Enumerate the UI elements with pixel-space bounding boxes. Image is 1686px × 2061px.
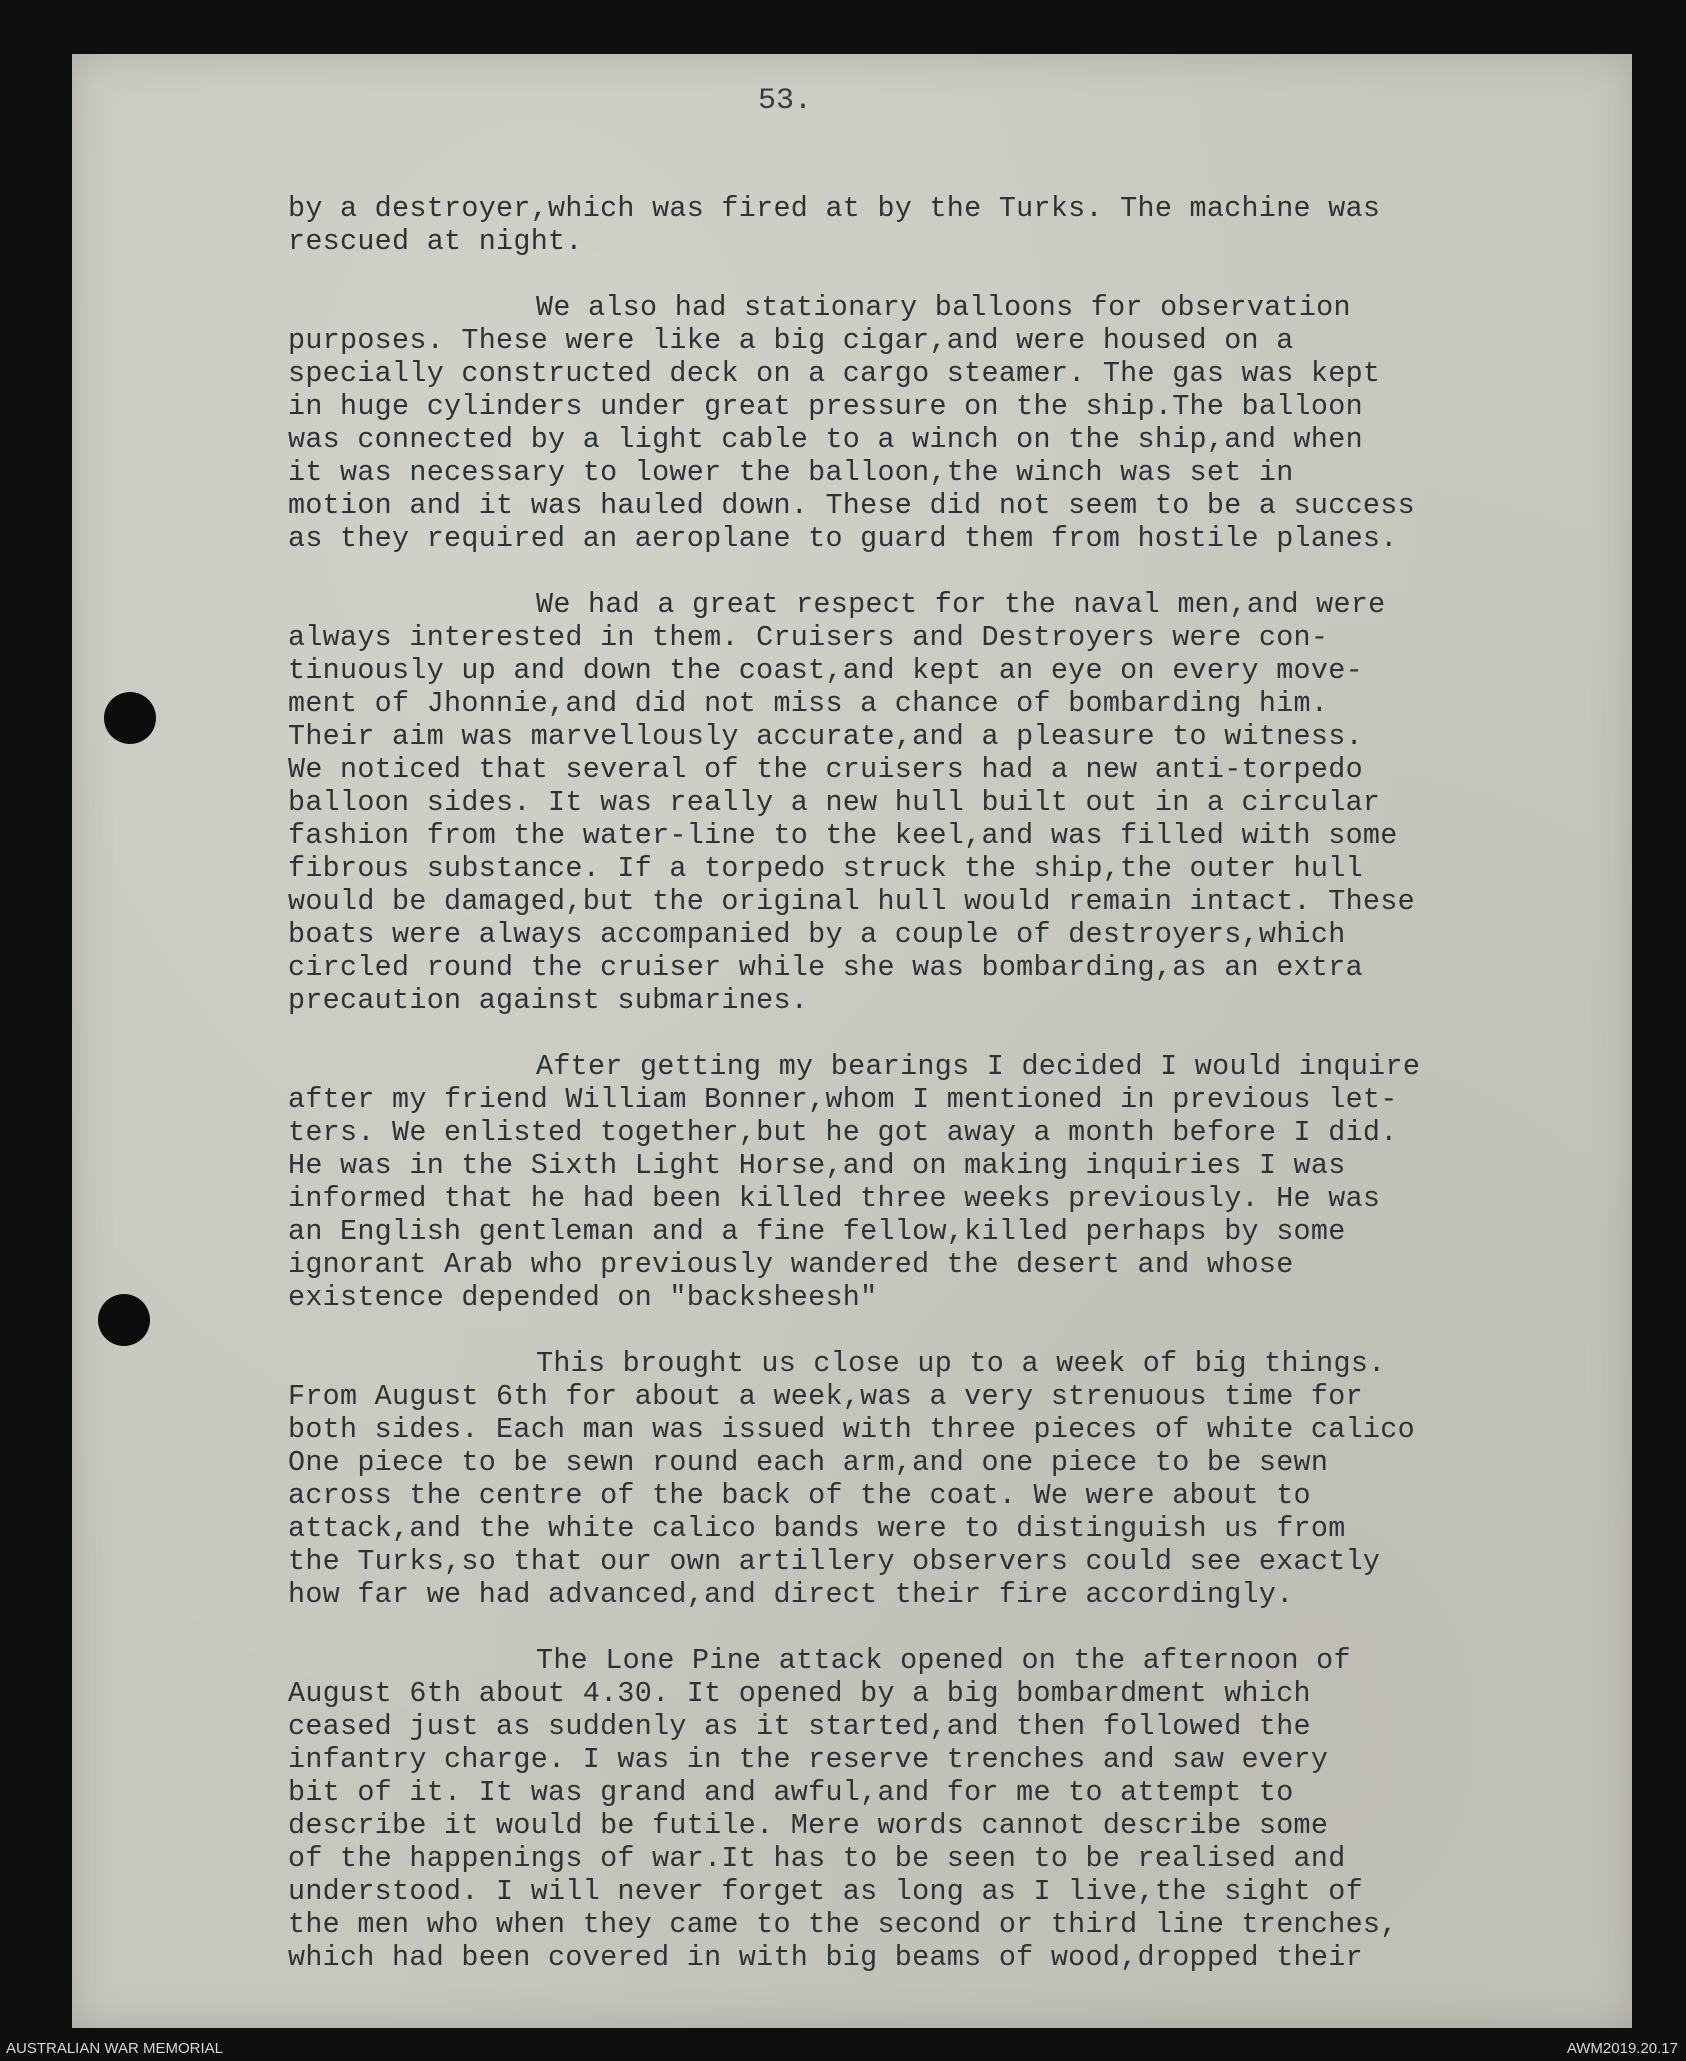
text-line: as they required an aeroplane to guard them from hostile planes. <box>288 522 1398 555</box>
text-line: After getting my bearings I decided I would inquire <box>536 1050 1421 1083</box>
text-line: always interested in them. Cruisers and Destroyers were con- <box>288 621 1329 654</box>
text-line: We noticed that several of the cruisers had a new anti-torpedo <box>288 753 1363 786</box>
text-line: ment of Jhonnie,and did not miss a chance of bombarding him. <box>288 687 1329 720</box>
text-line: This brought us close up to a week of big things. <box>536 1347 1386 1380</box>
text-line: The Lone Pine attack opened on the afternoon of <box>536 1644 1351 1677</box>
text-line: One piece to be sewn round each arm,and one piece to be sewn <box>288 1446 1329 1479</box>
text-line: attack,and the white calico bands were to distinguish us from <box>288 1512 1346 1545</box>
paragraph <box>288 192 1628 258</box>
text-line: specially constructed deck on a cargo steamer. The gas was kept <box>288 357 1381 390</box>
text-line: in huge cylinders under great pressure on the ship.The balloon <box>288 390 1363 423</box>
archive-footer <box>0 2038 1686 2061</box>
text-line: rescued at night. <box>288 225 583 258</box>
page-number: 53. <box>758 84 813 118</box>
text-line: it was necessary to lower the balloon,the winch was set in <box>288 456 1294 489</box>
text-line: fibrous substance. If a torpedo struck the ship,the outer hull <box>288 852 1363 885</box>
text-line: informed that he had been killed three weeks previously. He was <box>288 1182 1381 1215</box>
text-line: August 6th about 4.30. It opened by a big bombardment which <box>288 1677 1311 1710</box>
text-line: He was in the Sixth Light Horse,and on making inquiries I was <box>288 1149 1346 1182</box>
text-line: both sides. Each man was issued with three pieces of white calico <box>288 1413 1415 1446</box>
text-line: tinuously up and down the coast,and kept an eye on every move- <box>288 654 1363 687</box>
text-line: ceased just as suddenly as it started,and then followed the <box>288 1710 1311 1743</box>
punch-hole-upper <box>104 692 156 744</box>
text-line: understood. I will never forget as long as I live,the sight of <box>288 1875 1363 1908</box>
text-line: the Turks,so that our own artillery observers could see exactly <box>288 1545 1381 1578</box>
paragraph <box>288 291 1628 555</box>
text-line: describe it would be futile. Mere words cannot describe some <box>288 1809 1329 1842</box>
text-line: existence depended on "backsheesh" <box>288 1281 878 1314</box>
punch-hole-lower <box>98 1294 150 1346</box>
text-line: across the centre of the back of the coat. We were about to <box>288 1479 1311 1512</box>
typewritten-text <box>288 192 1628 2007</box>
paragraph <box>288 1644 1628 1974</box>
text-line: an English gentleman and a fine fellow,killed perhaps by some <box>288 1215 1346 1248</box>
footer-reference: AWM2019.20.17 <box>1566 2040 1678 2057</box>
text-line: We also had stationary balloons for observation <box>536 291 1351 324</box>
text-line: which had been covered in with big beams of wood,dropped their <box>288 1941 1363 1974</box>
text-line: bit of it. It was grand and awful,and for me to attempt to <box>288 1776 1294 1809</box>
text-line: would be damaged,but the original hull would remain intact. These <box>288 885 1415 918</box>
text-line: the men who when they came to the second or third line trenches, <box>288 1908 1398 1941</box>
text-line: precaution against submarines. <box>288 984 809 1017</box>
text-line: circled round the cruiser while she was bombarding,as an extra <box>288 951 1363 984</box>
text-line: boats were always accompanied by a couple of destroyers,which <box>288 918 1346 951</box>
text-line: by a destroyer,which was fired at by the Turks. The machine was <box>288 192 1381 225</box>
text-line: after my friend William Bonner,whom I mentioned in previous let- <box>288 1083 1398 1116</box>
text-line: From August 6th for about a week,was a very strenuous time for <box>288 1380 1363 1413</box>
text-line: of the happenings of war.It has to be seen to be realised and <box>288 1842 1346 1875</box>
text-line: infantry charge. I was in the reserve trenches and saw every <box>288 1743 1329 1776</box>
text-line: balloon sides. It was really a new hull built out in a circular <box>288 786 1381 819</box>
text-line: how far we had advanced,and direct their fire accordingly. <box>288 1578 1294 1611</box>
text-line: motion and it was hauled down. These did not seem to be a success <box>288 489 1415 522</box>
text-line: We had a great respect for the naval men,and were <box>536 588 1386 621</box>
paragraph <box>288 588 1628 1017</box>
paragraph <box>288 1347 1628 1611</box>
text-line: fashion from the water-line to the keel,and was filled with some <box>288 819 1398 852</box>
paragraph <box>288 1050 1628 1314</box>
footer-institution: AUSTRALIAN WAR MEMORIAL <box>6 2040 223 2057</box>
text-line: ters. We enlisted together,but he got away a month before I did. <box>288 1116 1398 1149</box>
text-line: ignorant Arab who previously wandered the desert and whose <box>288 1248 1294 1281</box>
text-line: Their aim was marvellously accurate,and a pleasure to witness. <box>288 720 1363 753</box>
text-line: purposes. These were like a big cigar,and were housed on a <box>288 324 1294 357</box>
text-line: was connected by a light cable to a winch on the ship,and when <box>288 423 1363 456</box>
